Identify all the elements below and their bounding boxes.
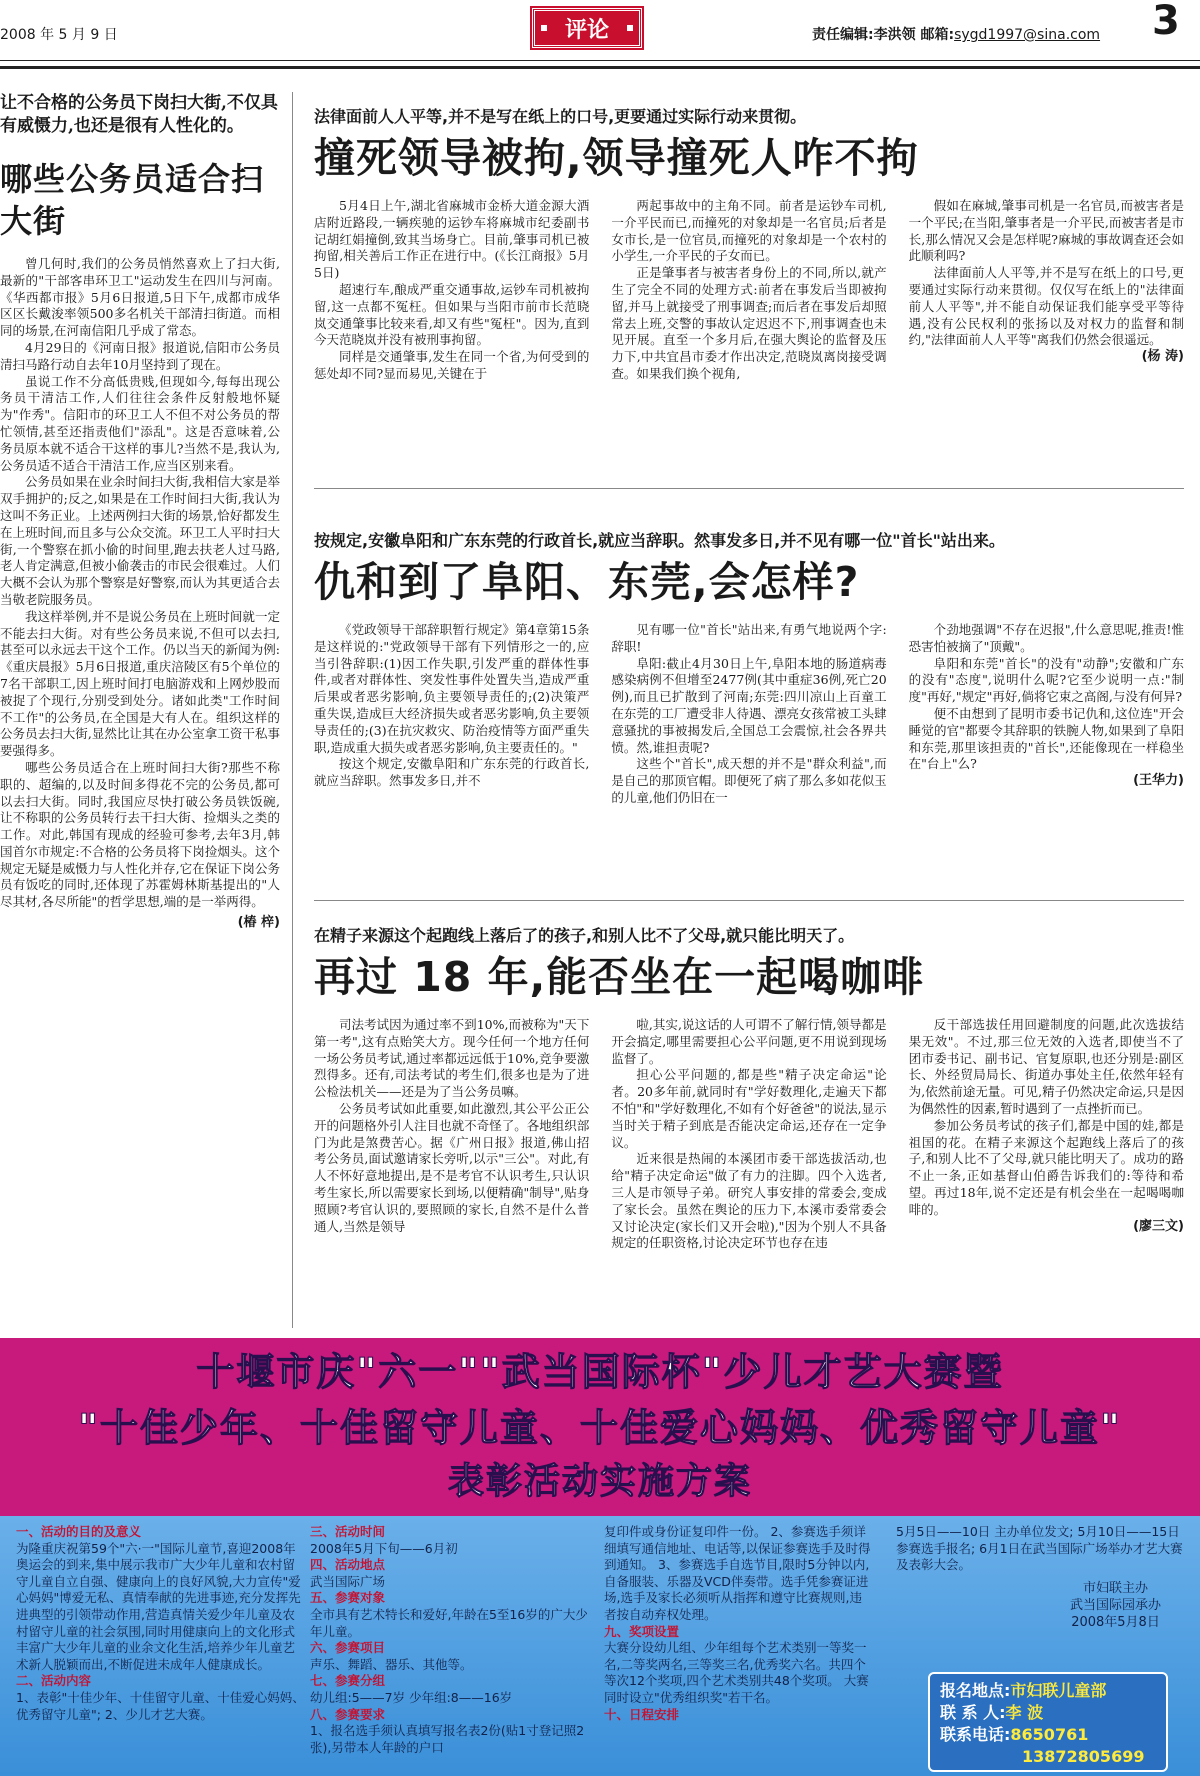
paragraph: 法律面前人人平等,并不是写在纸上的口号,更要通过实际行动来贯彻。仅仅写在纸上的"法律面前人人平等",并不能自动保证我们能享受平等待遇,没有公民权利的张扬以及对权力的监督和制约,"法律面前人人平等"离我们仍然会很遥远。 [908,265,1184,348]
contact-mobile: 13872805699 [1022,1747,1145,1766]
ad-section-text: 1、报名选手须认真填写报名表2份(贴1寸登记照2张),另带本人年龄的户口 [310,1723,585,1755]
paragraph: 5月4日上午,湖北省麻城市金桥大道金源大酒店附近路段,一辆疾驰的运钞车将麻城市纪委副书记胡红娟撞倒,致其当场身亡。目前,肇事司机已被拘留,相关善后工作正在进行中。(《长江商报》5月5日) [314,198,590,281]
left-lead: 让不合格的公务员下岗扫大街,不仅具有威慑力,也还是很有人性化的。 [0,93,278,136]
ad-section-heading: 八、参赛要求 [310,1706,386,1722]
article-title: 仇和到了阜阳、东莞,会怎样? [314,558,860,606]
article-kicker: 法律面前人人平等,并不是写在纸上的口号,更要通过实际行动来贯彻。 [314,107,807,126]
article-columns [314,1017,1184,1252]
contact-value: 李 波 [1005,1703,1044,1722]
ad-section-text: 声乐、舞蹈、器乐、其他等。 [310,1656,473,1672]
text-column [611,1017,886,1252]
paragraph: 公务员考试如此重要,如此激烈,其公平公正公开的问题格外引人注目也就不奇怪了。各地组织部门为此是煞费苦心。据《广州日报》报道,佛山招考公务员,面试邀请家长旁听,以示"三公"。对此,有人不怀好意地提出,是不是考官不认识考生,只认识考生家长,所以需要家长到场,以便精确"制导",贴身照顾?考官认识的,要照顾的家长,自然不是什么普通人,当然是领导 [314,1100,590,1234]
text-column [314,198,589,383]
ad-column-1 [16,1524,306,1723]
ad-section-heading: 十、日程安排 [604,1706,680,1722]
ad-section-heading: 九、奖项设置 [604,1623,680,1639]
text-column [611,622,886,807]
article-kicker: 按规定,安徽阜阳和广东东莞的行政首长,就应当辞职。然事发多日,并不见有哪一位"首长"站出来。 [314,531,1005,550]
ad-column-2 [310,1524,600,1756]
article-author: (廖三文) [1133,1218,1184,1234]
ad-title-line1: 十堰市庆"六一""武当国际杯"少儿才艺大赛暨 [196,1350,1004,1394]
paragraph: 担心公平问题的,都是些"精子决定命运"论者。20多年前,就同时有"学好数理化,走遍天下都不怕"和"学好数理化,不如有个好爸爸"的说法,显示当时关于精子到底是否能决定命运,还存在一定争议。 [611,1067,887,1150]
paragraph: 反干部选拔任用回避制度的问题,此次选拔结果无效"。不过,那三位无效的入选者,即使当不了团市委书记、副书记、官复原职,也还分别是:副区长、外经贸局局长、街道办事处主任,依然年轻有为,依然前途无量。可见,精子仍然决定命运,只是因为偶然性的因素,暂时遇到了一点挫折而已。 [908,1017,1184,1116]
paragraph: 假如在麻城,肇事司机是一名官员,而被害者是一个平民;在当阳,肇事者是一介平民,而被害者是市长,那么情况又会是怎样呢?麻城的事故调查还会如此顺利吗? [908,198,1184,264]
article-author: (杨 涛) [1141,349,1184,365]
left-headline: 哪些公务员适合扫大街 [0,160,265,240]
ad-title-line2: "十佳少年、十佳留守儿童、十佳爱心妈妈、优秀留守儿童" [78,1406,1122,1450]
paragraph: 近来很是热闹的本溪团市委干部选拔活动,也给"精子决定命运"做了有力的注脚。四个入选者,三人是市领导子弟。研究人事安排的常委会,变成了家长会。虽然在舆论的压力下,本溪市委常委会又讨论决定(家长们又开会啦),"因为个别人不具备规定的任职资格,讨论决定环节也存在违 [611,1151,887,1251]
paragraph: 阜阳:截止4月30日上午,阜阳本地的肠道病毒感染病例不但增至2477例(其中重症36例,死亡20例),而且已扩散到了河南;东莞:四川凉山上百童工在东莞的工厂遭受非人待遇、漂亮女孩常被工头肆意骚扰的事被揭发后,全国总工会震惊,社会各界共愤。然,谁担责呢? [611,655,887,755]
article-kicker: 在精子来源这个起跑线上落后了的孩子,和别人比不了父母,就只能比明天了。 [314,926,855,945]
article-author: (王华力) [1133,773,1184,789]
paragraph: 4月29日的《河南日报》报道说,信阳市公务员清扫马路行动自去年10月坚持到了现在。 [0,339,280,372]
article-columns [314,198,1184,383]
article-title: 再过 18 年,能否坐在一起喝咖啡 [314,953,925,1001]
paragraph: 哪些公务员适合在上班时间扫大街?那些不称职的、超编的,以及时间多得花不完的公务员,都可以去扫大街。同时,我国应尽快打破公务员铁饭碗,让不称职的公务员转行去干扫大街、捡烟头之类的工作。对此,韩国有现成的经验可参考,去年3月,韩国首尔市规定:不合格的公务员将下岗捡烟头。这个规定无疑是威慑力与人性化并存,它在保证下岗公务员有饭吃的同时,还体现了苏霍姆林斯基提出的"人尽其材,各尽所能"的哲学思想,端的是一举两得。 [0,759,280,910]
organizer: 市妇联主办 [1083,1581,1149,1596]
paragraph: 正是肇事者与被害者身份上的不同,所以,就产生了完全不同的处理方式:前者在事发后当即被拘留,并马上就接受了刑事调查;而后者在事发后却照常去上班,交警的事故认定迟迟不下,刑事调查也未见开展。直至一个多月后,在强大舆论的监督及压力下,中共宜昌市委才作出决定,范晓岚离岗接受调查。如果我们换个视角, [611,265,887,381]
ad-section-heading: 三、活动时间 [310,1524,386,1539]
contact-value: 市妇联儿童部 [1010,1681,1107,1700]
paragraph: 便不由想到了昆明市委书记仇和,这位连"开会睡觉的官"都要令其辞职的铁腕人物,如果到了阜阳和东莞,那里该担责的"首长",还能像现在一样稳坐在"台上"么? [908,705,1184,772]
paragraph: 同样是交通肇事,发生在同一个省,为何受到的惩处却不同?显而易见,关键在于 [314,349,590,381]
page-header [0,0,1200,68]
article-divider [314,488,1184,489]
co-organizer: 武当国际园承办 [1070,1598,1162,1613]
issue-date: 2008 年 5 月 9 日 [0,27,118,43]
paragraph: 这些个"首长",成天想的并不是"群众利益",而是自己的那顶官帽。即便死了病了那么多如花似玉的儿童,他们仍旧在一 [611,756,887,805]
contact-label: 联系电话: [940,1725,1011,1744]
header-rule [0,66,1200,69]
ad-section-text: 为隆重庆祝第59个"六·一"国际儿童节,喜迎2008年奥运会的到来,集中展示我市广大少年儿童和农村留守儿童自立自强、健康向上的良好风貌,大力宣传"爱心妈妈"博爱无私、真情奉献的先进事迹,充分发挥先进典型的引领带动作用,营造真情关爱少年儿童及农村留守儿童的社会氛围,同时用健康向上的文化形式丰富广大少年儿童的业余文化生活,培养少年儿童艺术新人脱颖而出,不断促进未成年人健康成长。 [16,1540,301,1672]
editor-credit [812,24,1100,44]
text-column [909,198,1184,383]
contact-box [928,1672,1168,1772]
ad-column-4: 5月5日——10日 主办单位发文; 5月10日——15日参赛选手报名; 6月1日在武当国际广场举办才艺大赛及表彰大会。 [896,1524,1183,1573]
paragraph: 参加公务员考试的孩子们,都是中国的娃,都是祖国的花。在精子来源这个起跑线上落后了的孩子,和别人比不了父母,就只能比明天了。成功的路不止一条,正如基督山伯爵告诉我们的:等待和希望。再过18年,说不定还是有机会坐在一起喝喝咖啡的。 [908,1117,1184,1217]
column-divider [292,92,293,1328]
left-article [0,92,280,1328]
paragraph: 曾几何时,我们的公务员悄然喜欢上了扫大街,最新的"干部客串环卫工"运动发生在四川与河南。《华西都市报》5月6日报道,5日下午,成都市成华区区长戴浚率领500多名机关干部清扫街道。而相同的场景,在河南信阳几乎成了常态。 [0,256,280,339]
ad-signature [1070,1580,1161,1631]
ad-section-text: 1、表彰"十佳少年、十佳留守儿童、十佳爱心妈妈、优秀留守儿童"; 2、少儿才艺大赛。 [16,1689,305,1722]
text-column [314,1017,589,1252]
text-column [909,1017,1184,1252]
left-author: (椿 梓) [237,915,280,931]
page-number: 3 [1152,0,1180,44]
ad-title-line3: 表彰活动实施方案 [447,1461,752,1502]
sign-date: 2008年5月8日 [1071,1615,1160,1630]
paragraph: 阜阳和东莞"首长"的没有"动静";安徽和广东的没有"态度",说明什么呢?它至少说明一点:"制度"再好,"规定"再好,倘将它束之高阁,与没有何异? [908,655,1184,705]
paragraph: 啦,其实,说这话的人可谓不了解行情,领导都是开会搞定,哪里需要担心公平问题,更不用说到现场监督了。 [611,1017,887,1066]
paragraph: 司法考试因为通过率不到10%,而被称为"天下第一考",这有点贻笑大方。现今任何一个地方任何一场公务员考试,通过率都远远低于10%,竞争要激烈得多。还有,司法考试的考生们,很多也是为了进公检法机关——还是为了当公务员嘛。 [314,1017,590,1100]
text-column [611,198,886,383]
paragraph: 我这样举例,并不是说公务员在上班时间就一定不能去扫大街。对有些公务员来说,不但可以去扫,甚至可以永远去干这个工作。仍以当天的新闻为例:《重庆晨报》5月6日报道,重庆涪陵区有5个单位的7名干部职工,因上班时间打电脑游戏和上网炒股而被捉了个现行,分别受到处分。诸如此类"工作时间不工作"的公务员,在全国是大有人在。组织这样的公务员去扫大街,显然比让其在办公室拿工资干私事要强得多。 [0,608,280,759]
ad-section-heading: 一、活动的目的及意义 [16,1524,142,1539]
ad-section-text: 武当国际广场 [310,1573,386,1589]
paragraph: 《党政领导干部辞职暂行规定》第4章第15条是这样说的:"党政领导干部有下列情形之一的,应当引咎辞职:(1)因工作失职,引发严重的群体性事件,或者对群体性、突发性事件处置失当,造成严重后果或者恶劣影响,负主要领导责任的;(2)决策严重失误,造成巨大经济损失或者恶劣影响,负主要领导责任的;(3)在抗灾救灾、防治疫情等方面严重失职,造成重大损失或者恶劣影响,负主要责任的。" [314,622,590,755]
paragraph: 虽说工作不分高低贵贱,但现如今,每每出现公务员干清洁工作,人们往往会条件反射般地怀疑为"作秀"。信阳市的环卫工人不但不对公务员的帮忙领情,甚至还指责他们"添乱"。这是否意味着,公务员原本就不适合干这样的事儿?当然不是,我认为,公务员适不适合干清洁工作,应当区别来看。 [0,373,280,473]
left-body [0,256,280,911]
article-3 [314,925,1184,1327]
article-divider [314,900,1184,901]
contact-phone [940,1724,1156,1746]
text-column [314,622,589,807]
ad-column-3 [604,1524,874,1723]
ad-section-heading: 六、参赛项目 [310,1640,386,1656]
paragraph: 超速行车,酿成严重交通事故,运钞车司机被拘留,这一点都不冤枉。但如果与当阳市前市长范晓岚交通肇事比较来看,却又有些"冤枉"。因为,直到今天范晓岚并没有被刑事拘留。 [314,281,590,348]
ad-section-text: 2008年5月下旬——6月初 [310,1540,458,1556]
ad-section-text: 幼儿组:5——7岁 少年组:8——16岁 [310,1689,513,1705]
ad-body [0,1516,1200,1776]
editor-label: 责任编辑:李洪领 邮箱: [812,27,955,43]
contact-person [940,1702,1156,1724]
ad-section-heading: 四、活动地点 [310,1557,386,1573]
ad-section-heading: 七、参赛分组 [310,1673,386,1689]
ad-section-heading: 五、参赛对象 [310,1590,386,1606]
paragraph: 两起事故中的主角不同。前者是运钞车司机,一介平民而已,而撞死的对象却是一名官员;后者是女市长,是一位官员,而撞死的对象却是一个农村的小学生,一介平民的子女而已。 [611,198,887,264]
article-2 [314,530,1184,848]
ad-banner [0,1338,1200,1516]
ad-section-text: 全市具有艺术特长和爱好,年龄在5至16岁的广大少年儿童。 [310,1606,588,1639]
contact-value: 8650761 [1010,1725,1089,1744]
text-column [909,622,1184,807]
paragraph: 公务员如果在业余时间扫大街,我相信大家是举双手拥护的;反之,如果是在工作时间扫大街,我认为这叫不务正业。上述两例扫大街的场景,恰好都发生在上班时间,而且多与公众交流。环卫工人平时扫大街,一个警察在抓小偷的时间里,跑去扶老人过马路,老人肯定满意,但被小偷袭击的市民会很难过。人们大概不会认为那个警察是好警察,而认为其更适合去当敬老院服务员。 [0,474,280,607]
article-title: 撞死领导被拘,领导撞死人咋不拘 [314,134,919,182]
article-columns [314,622,1184,807]
contact-label: 联 系 人: [940,1703,1006,1722]
section-badge: 评论 [532,8,642,48]
advertisement [0,1338,1200,1776]
ad-section-text: 大赛分设幼儿组、少年组每个艺术类别一等奖一名,二等奖两名,三等奖三名,优秀奖六名。共四个等次12个奖项,四个艺术类别共48个奖项。 大赛同时设立"优秀组织奖"若干名。 [604,1640,869,1705]
paragraph: 个劲地强调"不存在迟报",什么意思呢,推责!惟恐害怕被摘了"顶戴"。 [908,622,1184,654]
paragraph: 见有哪一位"首长"站出来,有勇气地说两个字:辞职! [611,622,887,654]
header-rule-thin [0,60,1200,61]
editor-email[interactable]: sygd1997@sina.com [954,27,1101,43]
ad-section-text: 复印件或身份证复印件一份。 2、参赛选手须详细填写通信地址、电话等,以保证参赛选手及时得到通知。 3、参赛选手自选节目,限时5分钟以内,自备服装、乐器及VCD伴奏带。选手凭参赛证进场,选手及家长必须听从指挥和遵守比赛规则,违者按自动弃权处理。 [604,1524,871,1622]
ad-section-heading: 二、活动内容 [16,1673,92,1689]
paragraph: 按这个规定,安徽阜阳和广东东莞的行政首长,就应当辞职。然事发多日,并不 [314,756,590,789]
article-1 [314,106,1184,426]
contact-location [940,1680,1156,1702]
contact-label: 报名地点: [940,1681,1011,1700]
